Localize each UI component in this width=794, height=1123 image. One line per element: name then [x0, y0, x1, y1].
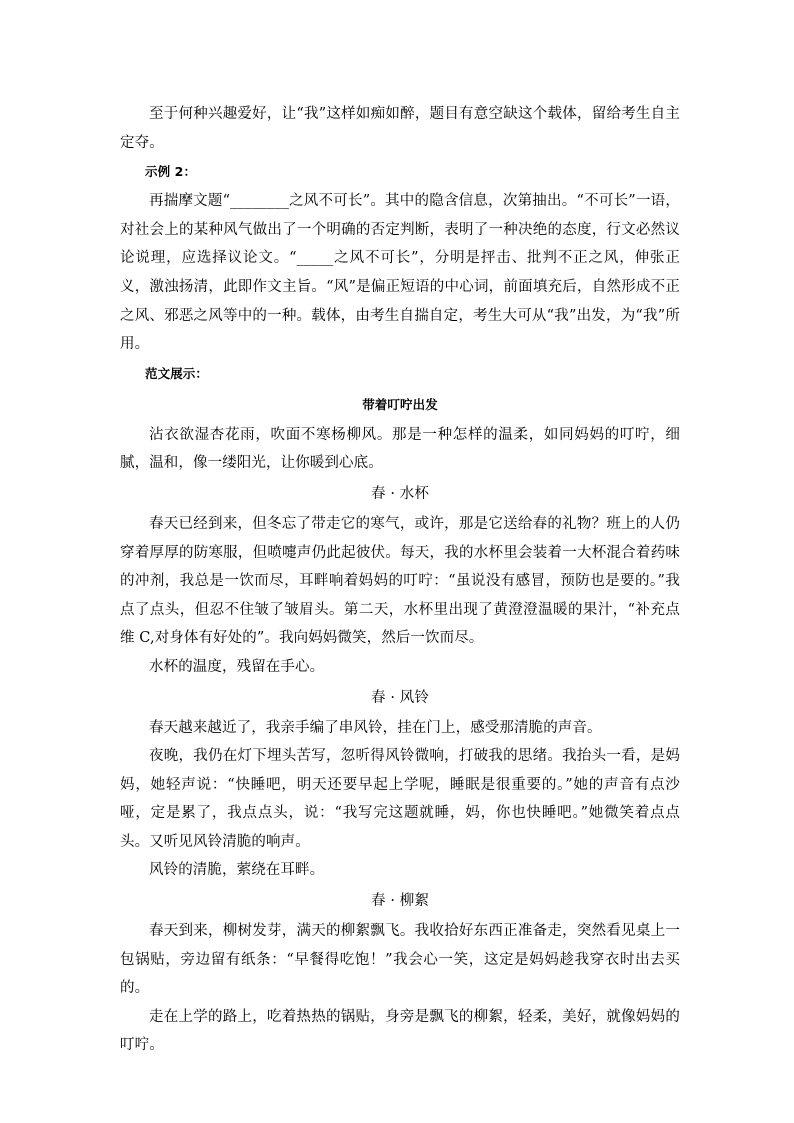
paragraph-catkin-1: 春天到来，柳树发芽，满天的柳絮飘飞。我收拾好东西正准备走，突然看见桌上一包锅贴，旁边留有纸条：“早餐得吃饱！”我会心一笑，这定是妈妈趁我穿衣时出去买的。	[120, 923, 680, 997]
section-heading-windchime: 春 · 风铃	[371, 689, 429, 706]
paragraph-analysis: 再揣摩文题“________之风不可长”。其中的隐含信息，次第抽出。“不可长”一语，对社会上的某种风气做出了一个明确的否定判断，表明了一种决绝的态度，行文必然议论说理，应选择议论文。“_____之风不可长”，分明是抨击、批判不正之风，伸张正义，激浊扬清，此即作文主旨。“风”是偏正短语的中心词，前面填充后，自然形成不正之风、邪恶之风等中的一种。载体，由考生自揣自定，考生大可从“我”出发，为“我”所用。	[120, 193, 680, 353]
example-label: 示例 2：	[145, 164, 197, 180]
paragraph-windchime-end: 风铃的清脆，萦绕在耳畔。	[149, 862, 325, 879]
paragraph-cup: 春天已经到来，但冬忘了带走它的寒气，或许，那是它送给春的礼物？班上的人仍穿着厚厚的防寒服，但喷嚏声仍此起彼伏。每天，我的水杯里会装着一大杯混合着药味的冲剂，我总是一饮而尽，耳畔响着妈妈的叮咛：“虽说没有感冒，预防也是要的。”我点了点头，但忍不住皱了皱眉头。第二天，水杯里出现了黄澄澄温暖的果汁，“补充点维 C,对身体有好处的”。我向妈妈微笑，然后一饮而尽。	[120, 515, 680, 647]
essay-title: 带着叮咛出发	[362, 396, 438, 412]
paragraph-intro: 至于何种兴趣爱好，让“我”这样如痴如醉，题目有意空缺这个载体，留给考生自主定夺。	[120, 106, 680, 151]
paragraph-windchime-1: 春天越来越近了，我亲手编了串风铃，挂在门上，感受那清脆的声音。	[149, 719, 602, 736]
paragraph-catkin-2: 走在上学的路上，吃着热热的锅贴，身旁是飘飞的柳絮，轻柔，美好，就像妈妈的叮咛。	[120, 1008, 680, 1054]
document-page	[120, 100, 680, 1060]
paragraph-opening: 沾衣欲湿杏花雨，吹面不寒杨柳风。那是一种怎样的温柔，如同妈妈的叮咛，细腻，温和，像一缕阳光，让你暖到心底。	[120, 426, 680, 472]
sample-label: 范文展示：	[145, 365, 209, 381]
paragraph-windchime-2: 夜晚，我仍在灯下埋头苦写，忽听得风铃微响，打破我的思绪。我抬头一看，是妈妈，她轻声说：“快睡吧，明天还要早起上学呢，睡眠是很重要的。”她的声音有点沙哑，定是累了，我点点头，说：“我写完这题就睡，妈，你也快睡吧。”她微笑着点点头。又听见风铃清脆的响声。	[120, 748, 680, 850]
section-heading-cup: 春 · 水杯	[371, 485, 429, 502]
section-heading-catkin: 春 · 柳絮	[371, 893, 429, 910]
paragraph-cup-end: 水杯的温度，残留在手心。	[149, 658, 325, 675]
